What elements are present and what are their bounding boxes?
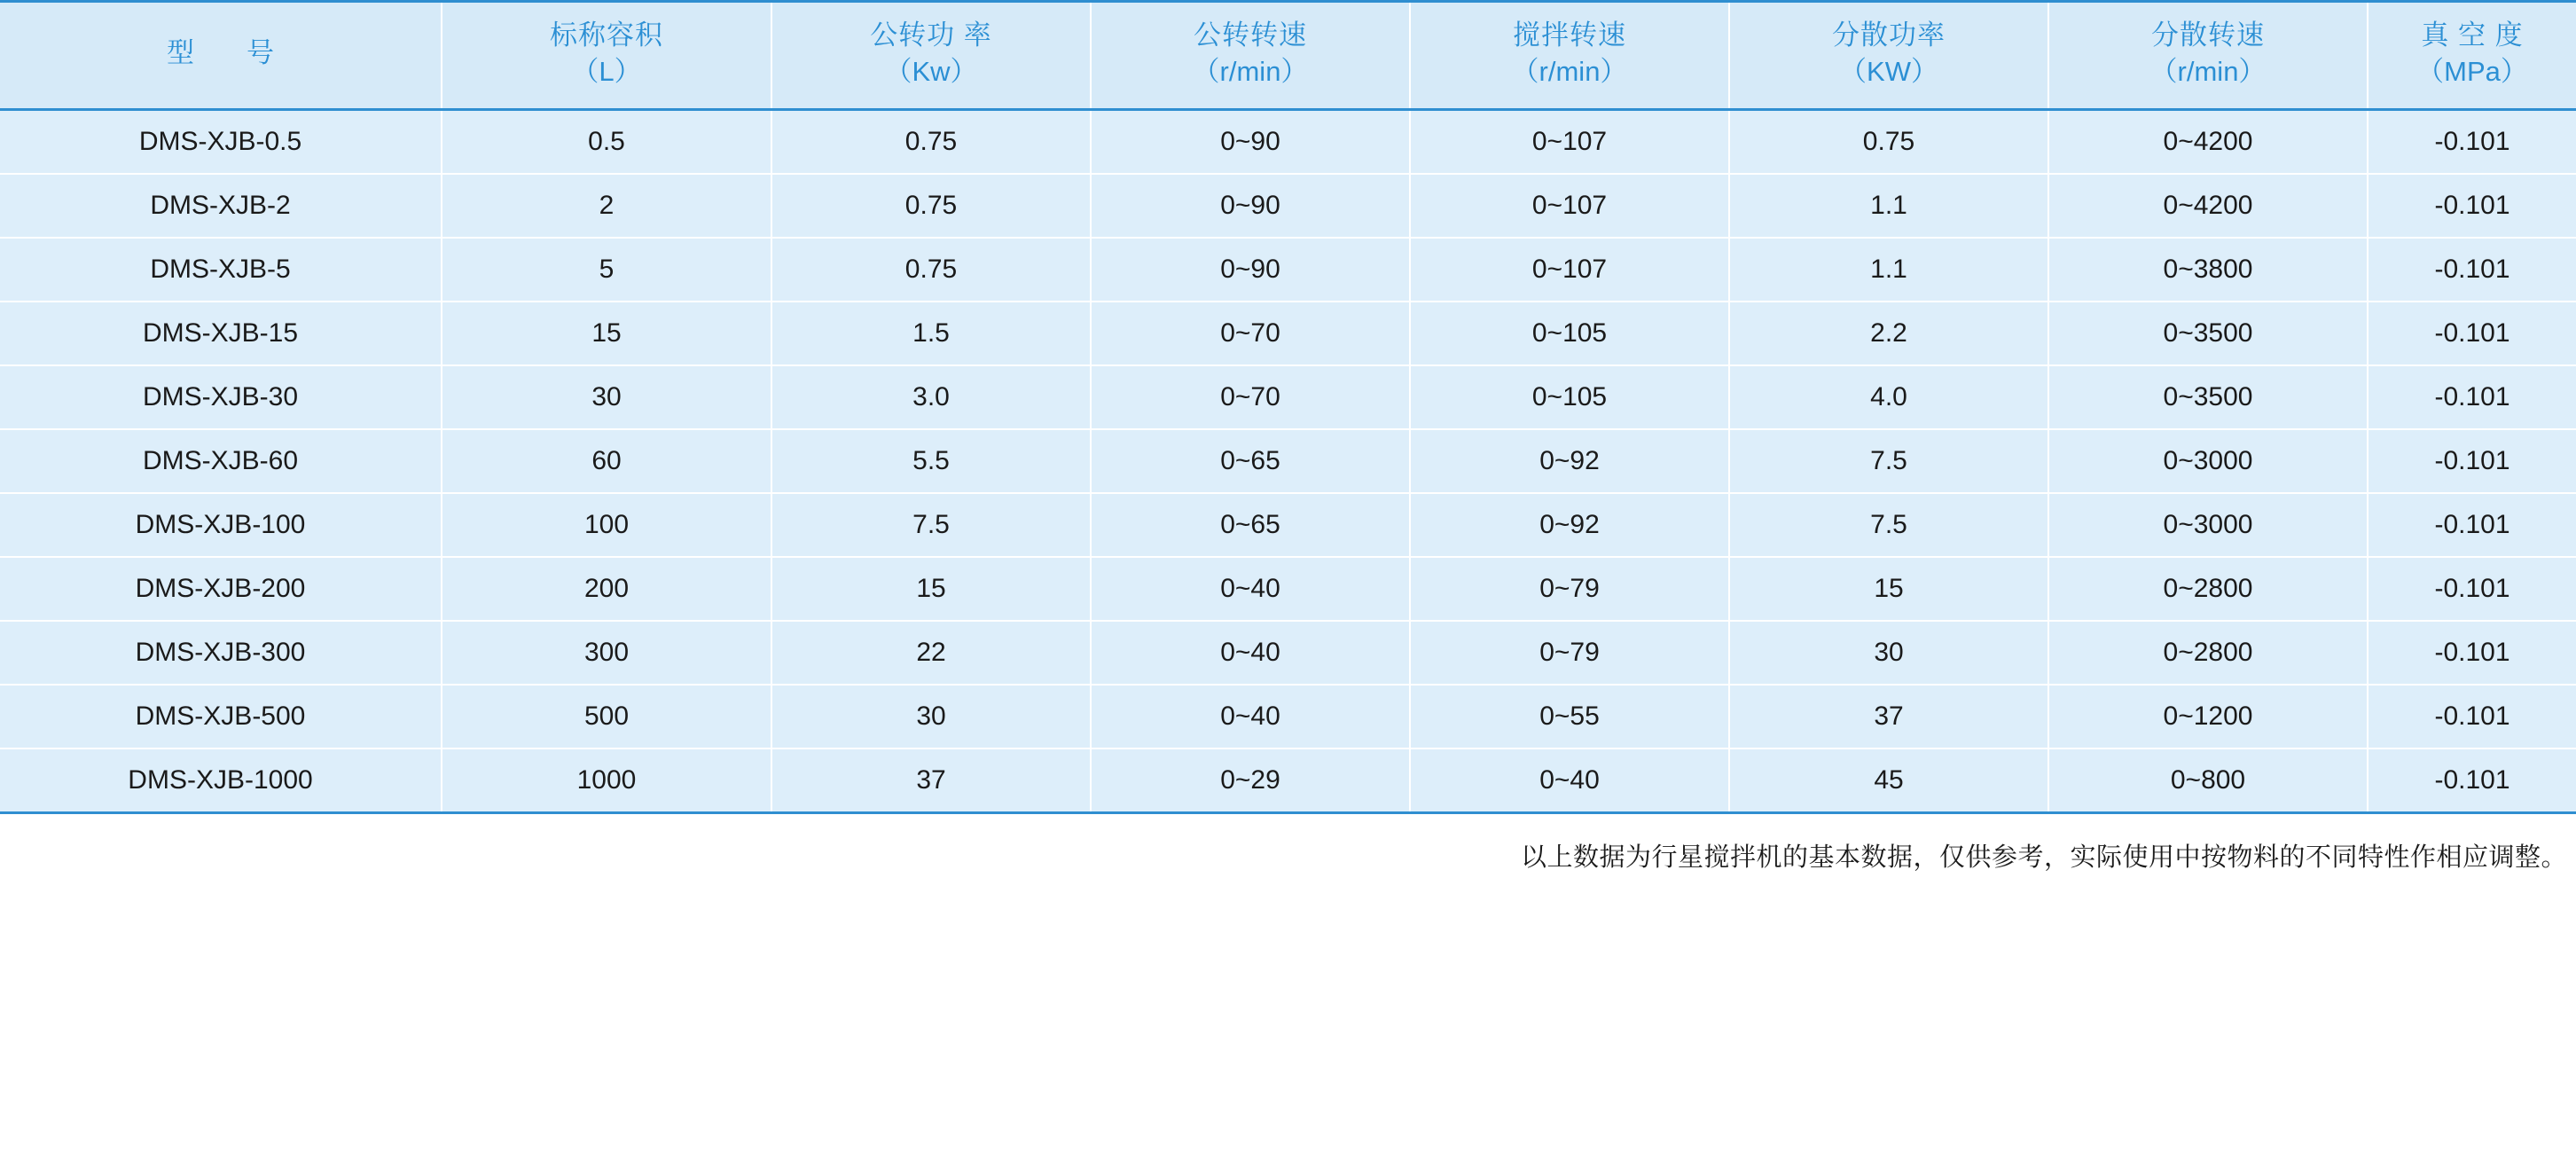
cell-stirring-speed: 0~92 <box>1410 429 1729 493</box>
cell-revolution-speed: 0~65 <box>1091 429 1410 493</box>
cell-dispersion-speed: 0~3800 <box>2048 238 2368 302</box>
cell-dispersion-power: 0.75 <box>1729 109 2048 174</box>
cell-model: DMS-XJB-0.5 <box>0 109 442 174</box>
cell-vacuum-degree: -0.101 <box>2368 365 2576 429</box>
table-body <box>0 109 2576 812</box>
cell-nominal-volume: 500 <box>442 685 771 748</box>
cell-stirring-speed: 0~79 <box>1410 557 1729 621</box>
cell-model: DMS-XJB-100 <box>0 493 442 557</box>
cell-stirring-speed: 0~105 <box>1410 302 1729 365</box>
cell-model: DMS-XJB-30 <box>0 365 442 429</box>
header-line-1: 公转功 率 <box>870 20 992 51</box>
table-header <box>0 2 2576 110</box>
cell-revolution-power: 15 <box>771 557 1091 621</box>
cell-dispersion-power: 7.5 <box>1729 429 2048 493</box>
cell-nominal-volume: 30 <box>442 365 771 429</box>
cell-dispersion-speed: 0~800 <box>2048 748 2368 813</box>
table-row <box>0 685 2576 748</box>
cell-revolution-power: 0.75 <box>771 174 1091 238</box>
cell-nominal-volume: 300 <box>442 621 771 685</box>
header-line-2: （L） <box>571 55 642 87</box>
cell-model: DMS-XJB-500 <box>0 685 442 748</box>
header-line-2: （Kw） <box>884 55 978 87</box>
cell-revolution-power: 37 <box>771 748 1091 813</box>
cell-dispersion-power: 1.1 <box>1729 174 2048 238</box>
cell-dispersion-speed: 0~4200 <box>2048 174 2368 238</box>
header-line-2: （KW） <box>1839 55 1938 87</box>
cell-stirring-speed: 0~107 <box>1410 174 1729 238</box>
cell-dispersion-speed: 0~3500 <box>2048 302 2368 365</box>
cell-stirring-speed: 0~79 <box>1410 621 1729 685</box>
table-row <box>0 238 2576 302</box>
cell-stirring-speed: 0~40 <box>1410 748 1729 813</box>
header-line-1: 标称容积 <box>550 20 663 51</box>
cell-revolution-power: 1.5 <box>771 302 1091 365</box>
cell-revolution-power: 0.75 <box>771 238 1091 302</box>
cell-dispersion-speed: 0~2800 <box>2048 621 2368 685</box>
cell-dispersion-speed: 0~3500 <box>2048 365 2368 429</box>
cell-vacuum-degree: -0.101 <box>2368 685 2576 748</box>
cell-dispersion-power: 1.1 <box>1729 238 2048 302</box>
cell-nominal-volume: 5 <box>442 238 771 302</box>
column-header-nominal-volume <box>442 2 771 110</box>
cell-nominal-volume: 200 <box>442 557 771 621</box>
header-line-1: 公转转速 <box>1194 20 1307 51</box>
cell-dispersion-power: 30 <box>1729 621 2048 685</box>
table-row <box>0 748 2576 813</box>
header-row <box>0 2 2576 110</box>
cell-revolution-speed: 0~40 <box>1091 557 1410 621</box>
table-row <box>0 109 2576 174</box>
cell-vacuum-degree: -0.101 <box>2368 621 2576 685</box>
table-footnote: 以上数据为行星搅拌机的基本数据，仅供参考，实际使用中按物料的不同特性作相应调整。 <box>1520 842 2567 872</box>
cell-nominal-volume: 100 <box>442 493 771 557</box>
cell-revolution-speed: 0~40 <box>1091 621 1410 685</box>
cell-vacuum-degree: -0.101 <box>2368 109 2576 174</box>
table-row <box>0 429 2576 493</box>
cell-dispersion-power: 2.2 <box>1729 302 2048 365</box>
cell-dispersion-power: 4.0 <box>1729 365 2048 429</box>
cell-vacuum-degree: -0.101 <box>2368 493 2576 557</box>
cell-stirring-speed: 0~105 <box>1410 365 1729 429</box>
cell-model: DMS-XJB-5 <box>0 238 442 302</box>
header-line-2: （MPa） <box>2416 55 2528 87</box>
cell-vacuum-degree: -0.101 <box>2368 748 2576 813</box>
cell-revolution-speed: 0~29 <box>1091 748 1410 813</box>
cell-vacuum-degree: -0.101 <box>2368 429 2576 493</box>
header-line-1: 分散功率 <box>1832 20 1946 51</box>
cell-model: DMS-XJB-300 <box>0 621 442 685</box>
cell-vacuum-degree: -0.101 <box>2368 238 2576 302</box>
header-line-2: （r/min） <box>1192 55 1309 87</box>
cell-revolution-power: 30 <box>771 685 1091 748</box>
cell-dispersion-speed: 0~2800 <box>2048 557 2368 621</box>
cell-stirring-speed: 0~107 <box>1410 109 1729 174</box>
table-row <box>0 365 2576 429</box>
cell-revolution-speed: 0~90 <box>1091 109 1410 174</box>
cell-revolution-speed: 0~90 <box>1091 174 1410 238</box>
cell-revolution-power: 7.5 <box>771 493 1091 557</box>
header-line-2: （r/min） <box>2149 55 2267 87</box>
column-header-dispersion-power <box>1729 2 2048 110</box>
table-row <box>0 302 2576 365</box>
cell-nominal-volume: 2 <box>442 174 771 238</box>
cell-stirring-speed: 0~55 <box>1410 685 1729 748</box>
cell-dispersion-power: 45 <box>1729 748 2048 813</box>
cell-dispersion-speed: 0~3000 <box>2048 429 2368 493</box>
cell-stirring-speed: 0~92 <box>1410 493 1729 557</box>
cell-model: DMS-XJB-1000 <box>0 748 442 813</box>
column-header-revolution-power <box>771 2 1091 110</box>
cell-revolution-speed: 0~40 <box>1091 685 1410 748</box>
cell-revolution-speed: 0~90 <box>1091 238 1410 302</box>
header-line-1: 分散转速 <box>2151 20 2265 51</box>
header-line-1: 搅拌转速 <box>1513 20 1626 51</box>
cell-dispersion-speed: 0~4200 <box>2048 109 2368 174</box>
header-line-1: 型 号 <box>167 37 286 69</box>
column-header-stirring-speed <box>1410 2 1729 110</box>
table-row <box>0 621 2576 685</box>
header-line-1: 真 空 度 <box>2421 20 2524 51</box>
column-header-vacuum-degree <box>2368 2 2576 110</box>
cell-nominal-volume: 60 <box>442 429 771 493</box>
table-row <box>0 493 2576 557</box>
cell-revolution-power: 3.0 <box>771 365 1091 429</box>
header-line-2: （r/min） <box>1511 55 1628 87</box>
cell-nominal-volume: 0.5 <box>442 109 771 174</box>
cell-dispersion-power: 7.5 <box>1729 493 2048 557</box>
cell-dispersion-speed: 0~3000 <box>2048 493 2368 557</box>
cell-revolution-speed: 0~70 <box>1091 302 1410 365</box>
cell-model: DMS-XJB-60 <box>0 429 442 493</box>
cell-model: DMS-XJB-2 <box>0 174 442 238</box>
cell-revolution-speed: 0~65 <box>1091 493 1410 557</box>
cell-vacuum-degree: -0.101 <box>2368 557 2576 621</box>
cell-revolution-power: 5.5 <box>771 429 1091 493</box>
cell-dispersion-power: 15 <box>1729 557 2048 621</box>
table-row <box>0 557 2576 621</box>
cell-nominal-volume: 1000 <box>442 748 771 813</box>
cell-vacuum-degree: -0.101 <box>2368 302 2576 365</box>
cell-nominal-volume: 15 <box>442 302 771 365</box>
column-header-model <box>0 2 442 110</box>
cell-model: DMS-XJB-200 <box>0 557 442 621</box>
cell-revolution-speed: 0~70 <box>1091 365 1410 429</box>
cell-revolution-power: 22 <box>771 621 1091 685</box>
cell-stirring-speed: 0~107 <box>1410 238 1729 302</box>
column-header-dispersion-speed <box>2048 2 2368 110</box>
cell-revolution-power: 0.75 <box>771 109 1091 174</box>
cell-model: DMS-XJB-15 <box>0 302 442 365</box>
table-row <box>0 174 2576 238</box>
column-header-revolution-speed <box>1091 2 1410 110</box>
cell-dispersion-speed: 0~1200 <box>2048 685 2368 748</box>
cell-vacuum-degree: -0.101 <box>2368 174 2576 238</box>
cell-dispersion-power: 37 <box>1729 685 2048 748</box>
